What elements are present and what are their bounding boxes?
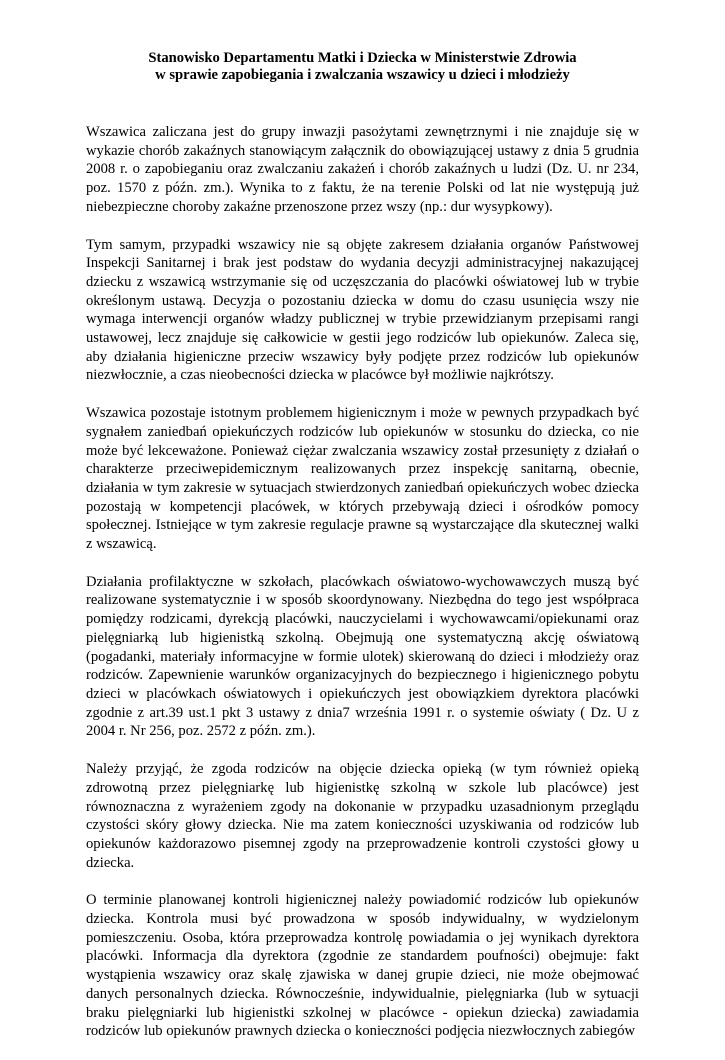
document-title xyxy=(86,50,639,84)
document-body xyxy=(86,123,639,1060)
paragraph-5: Należy przyjąć, że zgoda rodziców na objęcie dziecka opieką (w tym również opieką zdrowotną przez pielęgniarkę lub higienistkę szkolną w szkole lub placówce) jest równoznaczna z wyrażeniem zgody na dokonanie w przypadku uzasadnionym przeglądu czystości skóry głowy dziecka. Nie ma zatem konieczności uzyskiwania od rodziców lub opiekunów każdorazowo pisemnej zgody na przeprowadzenie kontroli czystości głowy u dziecka. xyxy=(86,761,639,871)
title-line-1: Stanowisko Departamentu Matki i Dziecka w Ministerstwie Zdrowia xyxy=(148,50,577,66)
paragraph-3: Wszawica pozostaje istotnym problemem higienicznym i może w pewnych przypadkach być sygnałem zaniedbań opiekuńczych rodziców lub opiekunów w stosunku do dziecka, co nie może być lekceważone. Ponieważ ciężar zwalczania wszawicy został przesunięty z działań o charakterze przeciwepidemicznym realizowanych przez inspekcję sanitarną, obecnie, działania w tym zakresie w sytuacjach stwierdzonych zaniedbań opiekuńczych wobec dziecka pozostają w kompetencji placówek, w których przebywają dzieci i ośrodków pomocy społecznej. Istniejące w tym zakresie regulacje prawne są wystarczające dla skutecznej walki z wszawicą. xyxy=(86,405,639,553)
title-line-2: w sprawie zapobiegania i zwalczania wszawicy u dzieci i młodzieży xyxy=(155,67,570,83)
paragraph-6: O terminie planowanej kontroli higienicznej należy powiadomić rodziców lub opiekunów dziecka. Kontrola musi być prowadzona w sposób indywidualny, w wydzielonym pomieszczeniu. Osoba, która przeprowadza kontrolę powiadamia o jej wynikach dyrektora placówki. Informacja dla dyrektora (zgodnie ze standardem poufności) obejmuje: fakt wystąpienia wszawicy oraz skalę zjawiska w danej grupie dzieci, nie może obejmować danych personalnych dziecka. Równocześnie, indywidualnie, pielęgniarka (lub w sytuacji braku pielęgniarki lub higienistki szkolnej w placówce - opiekun dziecka) zawiadamia rodziców lub opiekunów prawnych dziecka o konieczności podjęcia niezwłocznych zabiegów xyxy=(86,892,639,1040)
paragraph-1: Wszawica zaliczana jest do grupy inwazji pasożytami zewnętrznymi i nie znajduje się w wykazie chorób zakaźnych stanowiącym załącznik do obowiązującej ustawy z dnia 5 grudnia 2008 r. o zapobieganiu oraz zwalczaniu zakażeń i chorób zakaźnych u ludzi (Dz. U. nr 234, poz. 1570 z późn. zm.). Wynika to z faktu, że na terenie Polski od lat nie występują już niebezpieczne choroby zakaźne przenoszone przez wszy (np.: dur wysypkowy). xyxy=(86,124,639,215)
paragraph-4: Działania profilaktyczne w szkołach, placówkach oświatowo-wychowawczych muszą być realizowane systematycznie i w sposób skoordynowany. Niezbędna do tego jest współpraca pomiędzy rodzicami, dyrekcją placówki, nauczycielami i wychowawcami/opiekunami oraz pielęgniarką lub higienistką szkolną. Obejmują one systematyczną akcję oświatową (pogadanki, materiały informacyjne w formie ulotek) skierowaną do dzieci i młodzieży oraz rodziców. Zapewnienie warunków organizacyjnych do bezpiecznego i higienicznego pobytu dzieci w placówkach oświatowych i opiekuńczych jest obowiązkiem dyrektora placówki zgodnie z art.39 ust.1 pkt 3 ustawy z dnia7 września 1991 r. o systemie oświaty ( Dz. U z 2004 r. Nr 256, poz. 2572 z późn. zm.). xyxy=(86,573,639,740)
paragraph-2: Tym samym, przypadki wszawicy nie są objęte zakresem działania organów Państwowej Inspekcji Sanitarnej i brak jest podstaw do wydania decyzji administracyjnej nakazującej dziecku z wszawicą wstrzymanie się od uczęszczania do placówki oświatowej lub w trybie określonym ustawą. Decyzja o pozostaniu dziecka w domu do czasu usunięcia wszy nie wymaga interwencji organów władzy publicznej w trybie przewidzianym przepisami rangi ustawowej, lecz znajduje się całkowicie w gestii jego rodziców lub opiekunów. Zaleca się, aby działania higieniczne przeciw wszawicy były podjęte przez rodziców lub opiekunów niezwłocznie, a czas nieobecności dziecka w placówce był możliwie najkrótszy. xyxy=(86,236,639,384)
